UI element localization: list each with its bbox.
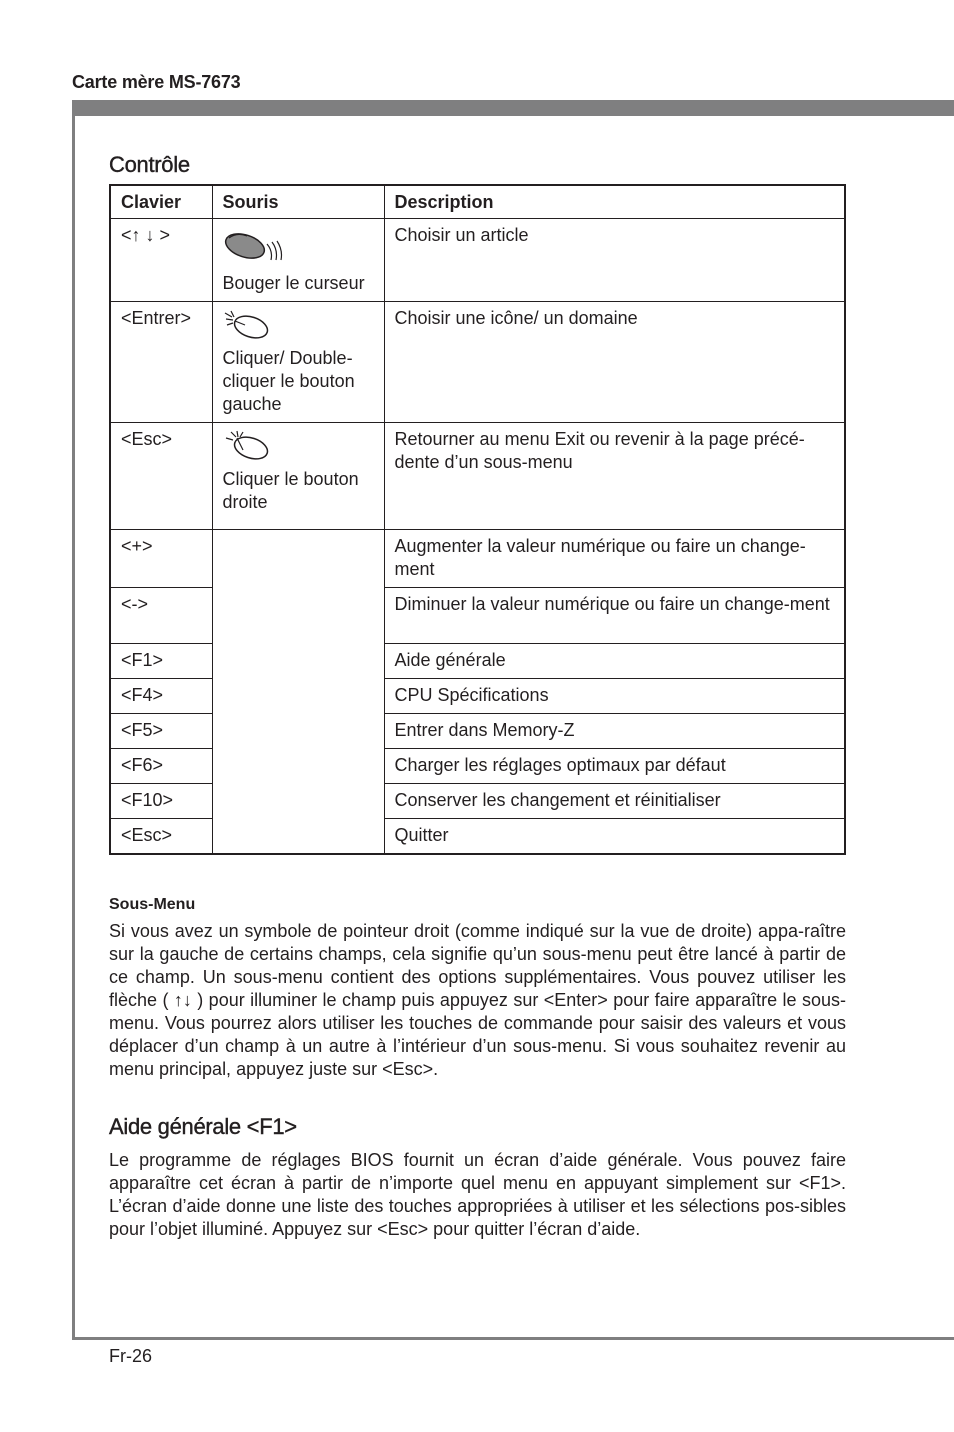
submenu-heading: Sous-Menu — [109, 896, 196, 913]
mouse-action-label: Cliquer le bouton droite — [222, 469, 359, 512]
description-cell: Charger les réglages optimaux par défaut — [384, 749, 845, 784]
table-row — [110, 423, 845, 530]
key-cell: <Entrer> — [110, 302, 212, 423]
mouse-cell-empty — [212, 530, 384, 855]
key-cell: <-> — [110, 588, 212, 644]
description-cell: Conserver les changement et réinitialiser — [384, 784, 845, 819]
header-model: Carte mère MS-7673 — [72, 72, 241, 92]
mouse-action-label: Cliquer/ Double-cliquer le bouton gauche — [222, 348, 355, 414]
section-title-help: Aide générale <F1> — [109, 1114, 297, 1139]
key-cell: <F1> — [110, 644, 212, 679]
table-row — [110, 219, 845, 302]
description-cell: Entrer dans Memory-Z — [384, 714, 845, 749]
description-cell: CPU Spécifications — [384, 679, 845, 714]
key-cell: <Esc> — [110, 819, 212, 855]
mouse-cell — [212, 302, 384, 423]
description-cell: Diminuer la valeur numérique ou faire un change-ment — [384, 588, 845, 644]
mouse-cell — [212, 219, 384, 302]
description-cell: Choisir un article — [384, 219, 845, 302]
mouse-move-icon — [223, 226, 291, 266]
key-cell: <Esc> — [110, 423, 212, 530]
key-cell: <F5> — [110, 714, 212, 749]
mouse-cell — [212, 423, 384, 530]
key-cell: <+> — [110, 530, 212, 588]
table-row — [110, 530, 845, 588]
header-bar — [72, 100, 954, 116]
controls-table — [109, 184, 846, 855]
description-cell: Augmenter la valeur numérique ou faire un change-ment — [384, 530, 845, 588]
key-cell: <F6> — [110, 749, 212, 784]
key-cell: <↑ ↓ > — [110, 219, 212, 302]
table-row — [110, 302, 845, 423]
mouse-action-label: Bouger le curseur — [222, 273, 365, 293]
description-cell: Aide générale — [384, 644, 845, 679]
submenu-paragraph: Si vous avez un symbole de pointeur droit (comme indiqué sur la vue de droite) appa-raître sur la gauche de certains champs, cela signifie qu’un sous-menu peut être lancé à partir de ce champ. Un sous-menu contient des options supplémentaires. Vous pouvez utiliser les flèche ( ↑↓ ) pour illuminer le champ puis appuyez sur <Enter> pour faire apparaître le sous-menu. Vous pourrez alors utiliser les touches de commande pour saisir des valeurs et vous déplacer d’un champ à un autre à l’intérieur d’un sous-menu. Si vous souhaitez revenir au menu principal, appuyez juste sur <Esc>. — [109, 921, 846, 1079]
description-cell: Quitter — [384, 819, 845, 855]
page-number: Fr-26 — [109, 1346, 153, 1366]
section-title-controls: Contrôle — [109, 152, 190, 177]
description-cell: Choisir une icône/ un domaine — [384, 302, 845, 423]
column-header-keyboard: Clavier — [110, 185, 212, 219]
table-header-row — [110, 185, 845, 219]
column-header-mouse: Souris — [212, 185, 384, 219]
footer-rule — [72, 1337, 954, 1340]
description-cell: Retourner au menu Exit ou revenir à la page précé-dente d’un sous-menu — [384, 423, 845, 530]
help-paragraph: Le programme de réglages BIOS fournit un écran d’aide générale. Vous pouvez faire apparaître cet écran à partir de n’importe quel menu en appuyant simplement sur <F1>. L’écran d’aide donne une liste des touches appropriées à utiliser et les sélections pos-sibles pour l’objet illuminé. Appuyez sur <Esc> pour quitter l’écran d’aide. — [109, 1150, 846, 1239]
mouse-left-click-icon — [223, 309, 273, 341]
column-header-description: Description — [384, 185, 845, 219]
key-cell: <F4> — [110, 679, 212, 714]
mouse-right-click-icon — [223, 430, 273, 462]
left-margin-rule — [72, 100, 75, 1340]
key-cell: <F10> — [110, 784, 212, 819]
